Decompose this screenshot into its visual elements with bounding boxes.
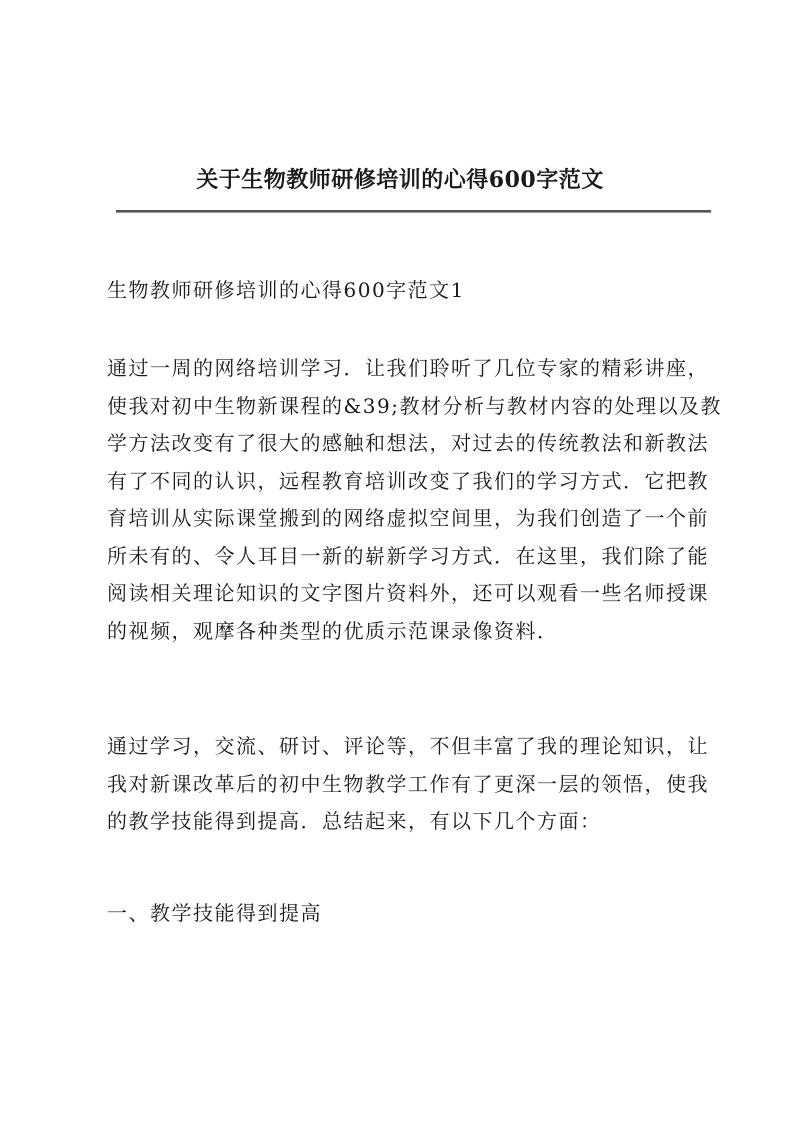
- paragraph-1: [107, 350, 722, 650]
- paragraph-line: 通过一周的网络培训学习．让我们聆听了几位专家的精彩讲座，: [107, 356, 709, 380]
- paragraph-line: 所未有的、令人耳目一新的崭新学习方式．在这里，我们除了能: [107, 543, 709, 568]
- paragraph-line: 育培训从实际课堂搬到的网络虚拟空间里，为我们创造了一个前: [107, 506, 709, 530]
- paragraph-line: 使我对初中生物新课程的&39;教材分析与教材内容的处理以及教: [107, 393, 722, 418]
- paragraph-line: 阅读相关理论知识的文字图片资料外，还可以观看一些名师授课: [107, 581, 709, 605]
- section-subtitle: 生物教师研修培训的心得600字范文1: [107, 278, 465, 302]
- paragraph-2: [107, 728, 707, 841]
- paragraph-line: 通过学习，交流、研讨、评论等，不但丰富了我的理论知识，让: [107, 734, 709, 758]
- paragraph-line: 学方法改变有了很大的感触和想法，对过去的传统教法和新教法: [107, 431, 709, 455]
- paragraph-line: 的视频，观摩各种类型的优质示范课录像资料．: [107, 618, 559, 643]
- paragraph-line: 有了不同的认识，远程教育培训改变了我们的学习方式．它把教: [107, 468, 709, 493]
- paragraph-line: 我对新课改革后的初中生物教学工作有了更深一层的领悟，使我: [107, 771, 709, 796]
- title-divider: [116, 210, 711, 213]
- paragraph-line: 的教学技能得到提高．总结起来，有以下几个方面：: [107, 809, 602, 833]
- section-heading-1: 一、教学技能得到提高: [107, 901, 322, 925]
- document-title: 关于生物教师研修培训的心得600字范文: [196, 167, 604, 193]
